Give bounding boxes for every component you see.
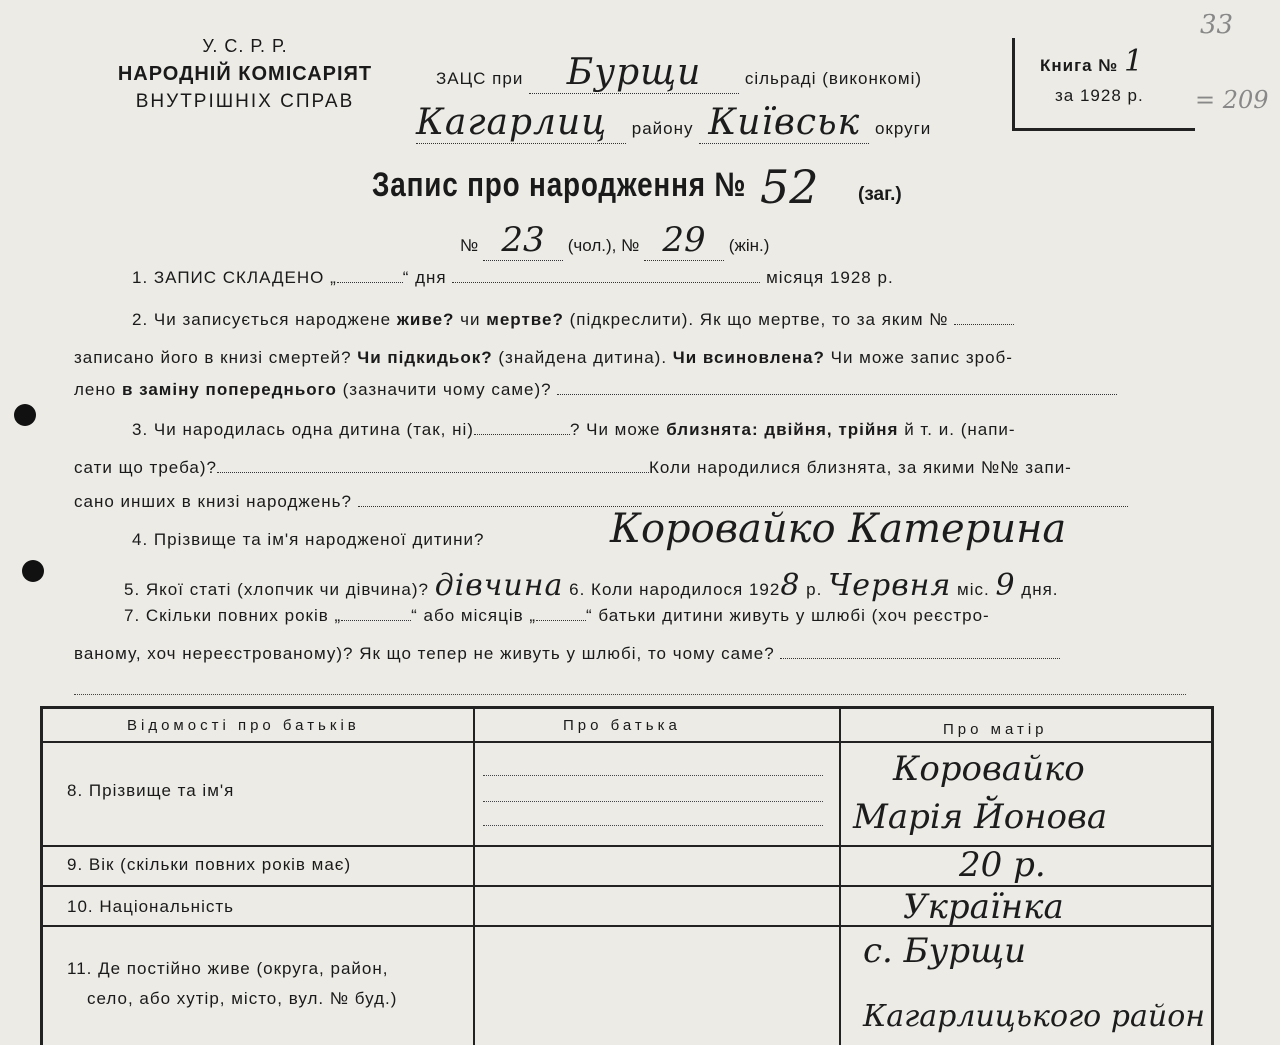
col-mother-header: Про матір [943,721,1048,738]
q3-line2-b: Коли народилися близнята, за якими №№ запи- [648,458,1072,477]
record-title: Запис про народження № [372,166,747,204]
punch-hole [22,560,44,582]
question-3 [132,420,1016,440]
parents-table [40,706,1214,1045]
birth-day-handwritten: 9 [995,568,1016,603]
q3-text-c: й т. и. (напи- [904,420,1016,439]
q2-line2-b: (знайдена дитина). [498,348,668,367]
row-age-label: 9. Вік (скільки повних років має) [67,855,352,874]
q6-month-unit: міс. [957,580,990,599]
q2-dead: мертве? [486,310,564,329]
q6-text: 6. Коли народилося 192 [569,580,781,599]
col-father-header: Про батька [563,717,681,734]
question-2 [132,310,1014,330]
district-handwritten: Кагарлиц [416,102,626,144]
question-2-line2 [74,348,1013,368]
zags-village-handwritten: Бурщи [529,52,739,94]
q2-line2-c: Чи може запис зроб- [830,348,1013,367]
q5-text: 5. Якої статі (хлопчик чи дівчина)? [124,580,429,599]
question-4 [132,530,485,550]
q1-month: місяця 1928 р. [766,268,894,287]
corner-number-handwritten: 33 [1200,10,1234,40]
question-2-line3 [74,380,1117,400]
mother-village-handwritten: с. Бурщи [863,931,1027,971]
book-number-line [1040,44,1144,79]
ministry-department: ВНУТРІШНІХ СПРАВ [135,91,355,112]
question-1 [132,268,894,288]
okruha-label: округи [874,119,932,138]
zags-prefix: ЗАЦС при [436,69,524,88]
mother-district-handwritten: Кагарлицького район [863,999,1206,1034]
female-label: (жін.) [728,236,770,255]
q6-day-unit: дня. [1021,580,1059,599]
district-line [416,102,932,144]
question-3-line2 [74,458,1072,478]
q3-line2-a: сати що треба)? [74,458,217,477]
punch-hole [14,404,36,426]
mother-name-handwritten: Марія Йонова [853,797,1108,837]
ministry-country: У. С. Р. Р. [202,36,288,56]
record-number-handwritten: 52 [760,160,819,214]
row-residence-label: 11. Де постійно живе (округа, район, [67,959,389,978]
general-label: (заг.) [858,184,902,205]
q2-line3-a: лено [74,380,117,399]
q2-foundling: Чи підкидьок? [357,348,493,367]
ministry-name: НАРОДНІЙ КОМІСАРІЯТ [117,63,373,85]
blank-line [74,694,1186,695]
q2-line3-b: (зазначити чому саме)? [342,380,552,399]
book-year: за 1928 р. [1055,86,1144,105]
q3-twins: близнята: двійня, трійня [666,420,899,439]
birth-month-handwritten: Червня [828,568,952,603]
col-parents-header: Відомості про батьків [127,717,360,734]
q3-text-b: ? Чи може [569,420,661,439]
district-label: району [631,119,694,138]
q2-text-b: (підкреслити). Як що мертве, то за яким № [569,310,949,329]
row-name-label: 8. Прізвище та ім'я [67,781,235,800]
zags-suffix: сільраді (виконкомі) [744,69,923,88]
mother-nationality-handwritten: Українка [903,887,1064,927]
q2-replace: в заміну попереднього [121,380,337,399]
q6-year-unit: р. [806,580,823,599]
child-name-handwritten: Коровайко Катерина [610,506,1067,552]
zags-line [436,52,922,94]
q4-text: 4. Прізвище та ім'я народженої дитини? [132,530,485,549]
ministry-header [60,32,430,116]
no-label: № [460,236,479,255]
book-number-handwritten: 1 [1124,44,1145,79]
q1-text: 1. ЗАПИС СКЛАДЕНО „ [132,268,337,287]
q3-line3: сано инших в книзі народжень? [74,492,352,511]
q7-line2: ваному, хоч нереєстрованому)? Як що тепер не живуть у шлюбі, то чому саме? [74,644,775,663]
mother-surname-handwritten: Коровайко [893,749,1085,789]
q7-text-b: “ або місяців „ [411,606,537,625]
male-label: (чол.), № [567,236,640,255]
q2-line2-a: записано його в книзі смертей? [74,348,352,367]
child-sex-handwritten: дівчина [434,568,564,603]
okruha-handwritten: Київськ [699,102,869,144]
female-number-handwritten: 29 [644,220,724,261]
q2-text: 2. Чи записується народжене [132,310,392,329]
row-nationality-label: 10. Національність [67,897,234,916]
book-label: Книга № [1040,56,1119,75]
q3-text: 3. Чи народилась одна дитина (так, ні) [132,420,474,439]
question-7 [124,606,990,626]
q7-text: 7. Скільки повних років „ [124,606,342,625]
mother-age-handwritten: 20 р. [959,845,1046,885]
row-residence-label-2: село, або хутір, місто, вул. № буд.) [87,989,398,1008]
birth-year-handwritten: 8 [780,568,801,603]
corner-sum-handwritten: = 209 [1195,86,1269,114]
q2-alive: живе? [396,310,455,329]
q7-text-c: “ батьки дитини живуть у шлюбі (хоч реєстро- [586,606,990,625]
question-7-line2 [74,644,1060,664]
question-5-6 [124,568,1059,603]
sub-number-row [460,220,769,261]
q2-adopted: Чи всиновлена? [672,348,825,367]
male-number-handwritten: 23 [483,220,563,261]
q2-or: чи [460,310,481,329]
q1-day: “ дня [402,268,447,287]
